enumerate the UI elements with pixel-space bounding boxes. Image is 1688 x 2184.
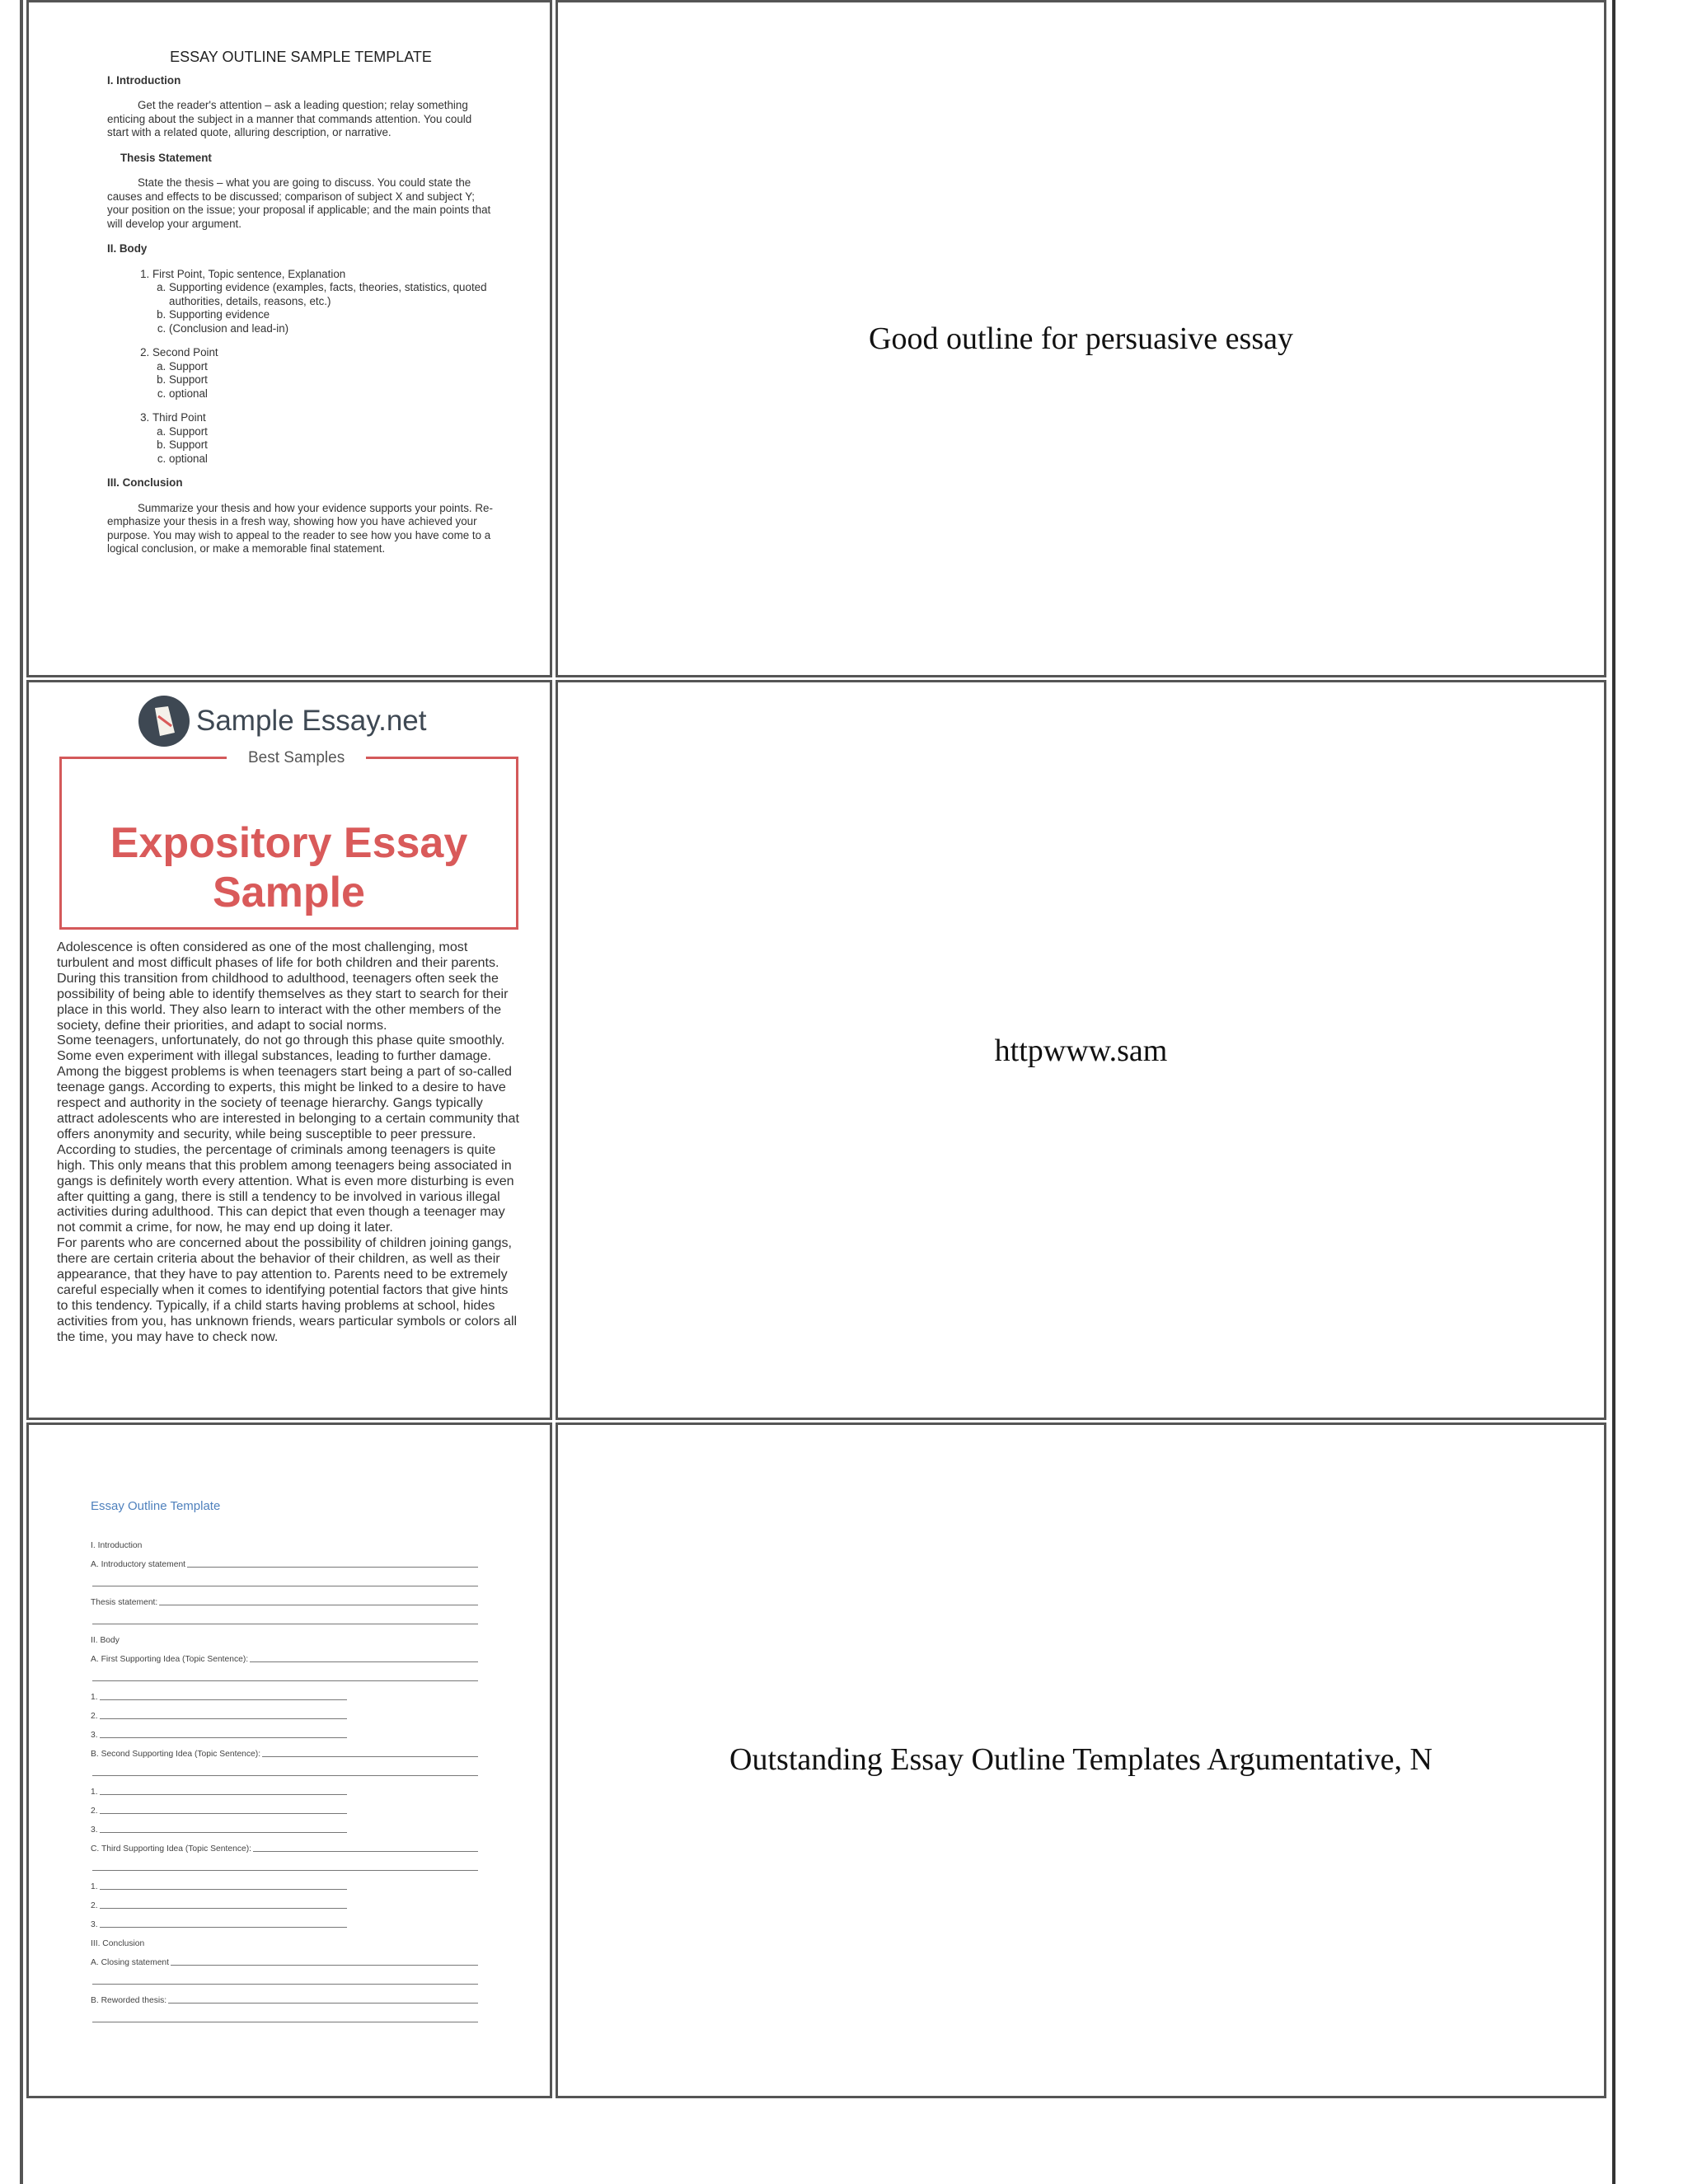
blank-rule: [100, 1737, 347, 1738]
template-line-label: 2.: [91, 1807, 98, 1816]
template-title: Essay Outline Template: [91, 1499, 221, 1513]
intro-text: Get the reader's attention – ask a leading question; relay something enticing about the subject in a manner that commands attention. You could start with a related quote, alluring description, or narrative.: [107, 99, 472, 138]
template-line-label: 2.: [91, 1901, 98, 1910]
essay-title: Expository Essay Sample: [110, 819, 468, 916]
template-line: [91, 1550, 478, 1569]
point-subitem: a. Supporting evidence (examples, facts, theories, statistics, quoted authorities, details, reasons, etc.): [169, 281, 495, 308]
template-line-label: A. Introductory statement: [91, 1560, 186, 1569]
point-label: Second Point: [152, 346, 218, 359]
point-subitem: a. Support: [169, 360, 495, 374]
template-line: [91, 1721, 478, 1740]
thesis-text: State the thesis – what you are going to discuss. You could state the causes and effects to be discussed; comparison of subject X and subject Y; your position on the issue; your proposal if applicable; and the main points that will develop your argument.: [107, 176, 491, 230]
blank-rule: [250, 1661, 478, 1662]
essay-paragraph: For parents who are concerned about the possibility of children joining gangs, there are certain criteria about the behavior of their children, as well as their appearance, that they have to pay attention to. Parents need to be extremely careful especially when it comes to identifying potential factors that give hints to this tendency. Typically, if a child starts having problems at school, hides activities from you, has unknown friends, wears particular symbols or colors all the time, you may have to check now.: [57, 1235, 518, 1344]
caption-cell-3: [556, 1422, 1606, 2098]
template-line: [91, 1740, 478, 1759]
essay-body: [57, 940, 523, 1345]
template-line-label: III. Conclusion: [91, 1939, 145, 1948]
template-line-label: B. Reworded thesis:: [91, 1996, 167, 2005]
conclusion-text: Summarize your thesis and how your evidence supports your points. Re-emphasize your thesis in a fresh way, showing how you have achieved your purpose. You may wish to appeal to the reader to see how you have come to a logical conclusion, or make a memorable final statement.: [107, 501, 493, 555]
paper-icon: [150, 705, 178, 738]
point-item: [152, 411, 495, 466]
caption-text: httpwww.sam: [994, 1033, 1168, 1068]
template-line: [91, 1626, 478, 1645]
template-line: [91, 1569, 478, 1588]
template-line-label: 3.: [91, 1825, 98, 1835]
template-line-label: II. Body: [91, 1636, 120, 1645]
document-icon: [138, 696, 190, 747]
blank-rule: [100, 1813, 347, 1814]
template-line: [91, 1967, 478, 1986]
blank-rule: [100, 1927, 347, 1928]
template-lines: [91, 1531, 478, 2024]
template-line: [91, 2005, 478, 2024]
template-line: [91, 1854, 478, 1872]
essay-paragraph: Adolescence is often considered as one of the most challenging, most turbulent and most difficult phases of life for both children and their parents. During this transition from childhood to adulthood, teenagers often seek the possibility of being able to identify themselves as they start to search for their place in this world. They also learn to interact with the other members of the society, define their priorities, and adapt to social norms.: [57, 940, 509, 1033]
title-box: [59, 749, 518, 930]
blank-rule: [92, 1984, 478, 1985]
blank-rule: [100, 1889, 347, 1890]
template-line: [91, 1759, 478, 1778]
essay-outline-document: [107, 50, 495, 568]
template-line: [91, 1702, 478, 1721]
template-line-label: 2.: [91, 1712, 98, 1721]
point-label: Third Point: [152, 411, 206, 424]
blank-rule: [92, 1680, 478, 1681]
template-line: [91, 1872, 478, 1891]
sample-essay-logo: [138, 694, 427, 748]
point-subitem: c. optional: [169, 452, 495, 466]
template-line: [91, 1645, 478, 1664]
body-heading: II. Body: [107, 242, 148, 255]
point-subitem: b. Supporting evidence: [169, 308, 495, 322]
blank-rule: [92, 1870, 478, 1871]
conclusion-heading: III. Conclusion: [107, 476, 183, 489]
template-line: [91, 1588, 478, 1607]
essay-paragraph: Some teenagers, unfortunately, do not go through this phase quite smoothly. Some even experiment with illegal substances, leading to further damage. Among the biggest problems is when teenagers start being a part of so-called teenage gangs. According to experts, this might be linked to a desire to have respect and authority in the society of teenage hierarchy. Gangs typically attract adolescents who are interested in belonging to a certain community that offers anonymity and security, while being susceptible to peer pressure.: [57, 1033, 519, 1141]
blank-rule: [100, 1832, 347, 1833]
subtitle: Best Samples: [227, 749, 366, 767]
point-subitem: b. Support: [169, 438, 495, 452]
blank-rule: [262, 1756, 478, 1757]
template-line: [91, 1948, 478, 1967]
logo-text: Sample Essay.net: [196, 705, 427, 737]
template-line-label: A. Closing statement: [91, 1958, 170, 1967]
blank-rule: [100, 1699, 347, 1700]
blank-rule: [92, 1775, 478, 1776]
template-line-label: 3.: [91, 1920, 98, 1929]
point-subitem: b. Support: [169, 373, 495, 387]
template-line-label: 1.: [91, 1788, 98, 1797]
thesis-heading: Thesis Statement: [120, 151, 212, 164]
point-subitem: a. Support: [169, 425, 495, 439]
template-line-label: Thesis statement:: [91, 1598, 158, 1607]
template-line-label: C. Third Supporting Idea (Topic Sentence):: [91, 1844, 251, 1854]
blank-rule: [100, 1718, 347, 1719]
blank-rule: [171, 1965, 478, 1966]
blank-rule: [168, 2003, 478, 2004]
blank-rule: [100, 1794, 347, 1795]
outline-template-form: [91, 1499, 478, 2024]
outline-title: ESSAY OUTLINE SAMPLE TEMPLATE: [170, 49, 432, 65]
template-line: [91, 1778, 478, 1797]
point-subitem: c. optional: [169, 387, 495, 401]
template-line-label: A. First Supporting Idea (Topic Sentence):: [91, 1655, 249, 1664]
point-item: [152, 268, 495, 336]
intro-heading: I. Introduction: [107, 73, 181, 87]
template-line: [91, 1607, 478, 1626]
template-line: [91, 1797, 478, 1816]
essay-paragraph: According to studies, the percentage of criminals among teenagers is quite high. This only means that this problem among teenagers being associated in gangs is definitely worth every attention. What is even more disturbing is even after quitting a gang, there is still a tendency to be involved in various illegal activities during adulthood. This can depict that even though a teenager may not commit a crime, for now, he may end up doing it later.: [57, 1141, 514, 1235]
template-line-label: 1.: [91, 1882, 98, 1891]
blank-rule: [187, 1567, 478, 1568]
body-points-list: [107, 268, 495, 466]
template-line: [91, 1683, 478, 1702]
outline-template-image-cell[interactable]: [26, 1422, 552, 2098]
blank-rule: [253, 1851, 478, 1852]
template-line-label: B. Second Supporting Idea (Topic Sentence):: [91, 1750, 261, 1759]
blank-rule: [100, 1908, 347, 1909]
template-line: [91, 1664, 478, 1683]
outline-image-cell[interactable]: [26, 0, 552, 677]
template-line: [91, 1835, 478, 1854]
caption-cell-2: [556, 680, 1606, 1420]
template-line: [91, 1929, 478, 1948]
point-subitem: c. (Conclusion and lead-in): [169, 322, 495, 336]
template-line: [91, 1986, 478, 2005]
point-item: [152, 346, 495, 401]
template-line: [91, 1531, 478, 1550]
template-line-label: I. Introduction: [91, 1541, 143, 1550]
point-label: First Point, Topic sentence, Explanation: [152, 267, 346, 280]
sample-essay-image-cell[interactable]: [26, 680, 552, 1420]
caption-text: Outstanding Essay Outline Templates Argumentative, N: [729, 1742, 1432, 1777]
template-line: [91, 1816, 478, 1835]
template-line: [91, 1910, 478, 1929]
caption-cell-1: [556, 0, 1606, 677]
caption-text: Good outline for persuasive essay: [869, 321, 1293, 356]
template-line-label: 3.: [91, 1731, 98, 1740]
template-line-label: 1.: [91, 1693, 98, 1702]
template-line: [91, 1891, 478, 1910]
